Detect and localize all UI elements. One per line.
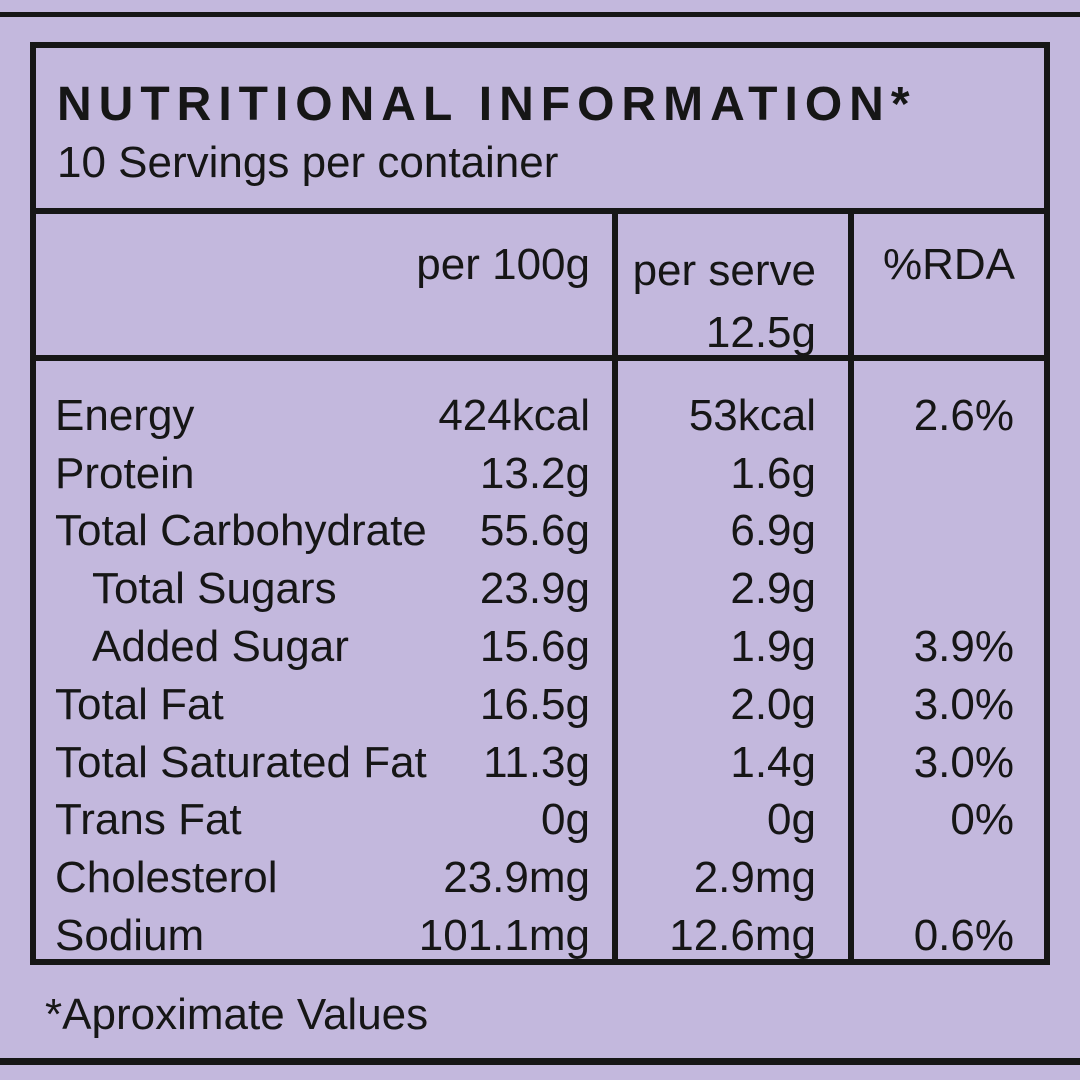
row-total-carbohydrate-per-serve	[612, 503, 848, 561]
value-per-serve: 12.6mg	[669, 911, 816, 961]
top-divider-line	[0, 12, 1080, 17]
value-rda: 3.0%	[913, 679, 1014, 729]
row-trans-fat-per-serve	[612, 792, 848, 850]
value-per-100g: 23.9g	[479, 564, 590, 614]
value-rda: 0.6%	[913, 911, 1014, 961]
value-per-serve: 2.0g	[730, 679, 816, 729]
value-per-100g: 16.5g	[479, 679, 590, 729]
row-total-carbohydrate	[36, 503, 612, 561]
value-per-100g: 0g	[541, 795, 590, 845]
row-energy-per-serve	[612, 361, 848, 445]
row-added-sugar-per-serve	[612, 618, 848, 676]
row-total-fat	[36, 676, 612, 734]
value-rda: 3.0%	[913, 737, 1014, 787]
nutrient-name: Added Sugar	[92, 622, 349, 672]
row-trans-fat-rda	[848, 792, 1044, 850]
nutrient-name: Protein	[55, 448, 195, 498]
column-header-per-serve-line1: per serve	[632, 246, 816, 295]
column-header-per-100g	[36, 214, 612, 361]
row-protein-rda	[848, 445, 1044, 503]
value-per-serve: 6.9g	[730, 506, 816, 556]
value-rda: 0%	[950, 795, 1014, 845]
column-header-rda	[848, 214, 1044, 361]
row-total-carbohydrate-rda	[848, 503, 1044, 561]
value-per-100g: 15.6g	[479, 622, 590, 672]
value-per-serve: 2.9mg	[693, 853, 816, 903]
nutrient-name: Trans Fat	[55, 795, 242, 845]
column-header-rda-label: %RDA	[882, 240, 1016, 289]
row-added-sugar-rda	[848, 618, 1044, 676]
row-total-saturated-fat-rda	[848, 734, 1044, 792]
row-total-sugars-per-serve	[612, 560, 848, 618]
value-per-serve: 1.6g	[730, 448, 816, 498]
row-total-fat-rda	[848, 676, 1044, 734]
row-protein-per-serve	[612, 445, 848, 503]
value-rda: 3.9%	[913, 622, 1014, 672]
row-energy	[36, 361, 612, 445]
row-sodium	[36, 907, 612, 965]
row-trans-fat	[36, 792, 612, 850]
row-cholesterol	[36, 849, 612, 907]
row-energy-rda	[848, 361, 1044, 445]
value-per-100g: 13.2g	[479, 448, 590, 498]
row-total-sugars	[36, 560, 612, 618]
value-rda: 2.6%	[913, 390, 1014, 440]
nutrition-panel	[30, 42, 1050, 965]
value-per-serve: 53kcal	[688, 390, 816, 440]
nutrient-name: Total Sugars	[92, 564, 337, 614]
value-per-serve: 2.9g	[730, 564, 816, 614]
value-per-serve: 0g	[767, 795, 816, 845]
column-header-per-100g-label: per 100g	[416, 240, 590, 289]
row-added-sugar	[36, 618, 612, 676]
nutrient-name: Energy	[55, 390, 195, 440]
row-cholesterol-per-serve	[612, 849, 848, 907]
panel-header	[36, 48, 1044, 208]
nutrient-name: Total Saturated Fat	[55, 737, 427, 787]
nutrient-name: Cholesterol	[55, 853, 278, 903]
value-per-100g: 101.1mg	[418, 911, 590, 961]
row-total-saturated-fat	[36, 734, 612, 792]
bottom-divider-line	[0, 1058, 1080, 1065]
nutrient-name: Total Carbohydrate	[55, 506, 427, 556]
value-per-100g: 424kcal	[438, 390, 590, 440]
approximate-values-footnote: *Aproximate Values	[45, 990, 429, 1039]
value-per-100g: 55.6g	[479, 506, 590, 556]
value-per-serve: 1.9g	[730, 622, 816, 672]
row-total-sugars-rda	[848, 560, 1044, 618]
panel-title: NUTRITIONAL INFORMATION*	[57, 78, 917, 131]
value-per-100g: 11.3g	[483, 737, 590, 787]
row-sodium-per-serve	[612, 907, 848, 965]
column-header-per-serve-line2: 12.5g	[705, 308, 816, 358]
row-total-fat-per-serve	[612, 676, 848, 734]
row-cholesterol-rda	[848, 849, 1044, 907]
row-sodium-rda	[848, 907, 1044, 965]
value-per-serve: 1.4g	[730, 737, 816, 787]
column-header-per-serve	[612, 214, 848, 361]
nutrient-name: Sodium	[55, 911, 205, 961]
value-per-100g: 23.9mg	[443, 853, 590, 903]
nutrition-table	[36, 208, 1044, 965]
nutrient-name: Total Fat	[55, 679, 224, 729]
row-total-saturated-fat-per-serve	[612, 734, 848, 792]
servings-per-container: 10 Servings per container	[57, 137, 559, 187]
row-protein	[36, 445, 612, 503]
